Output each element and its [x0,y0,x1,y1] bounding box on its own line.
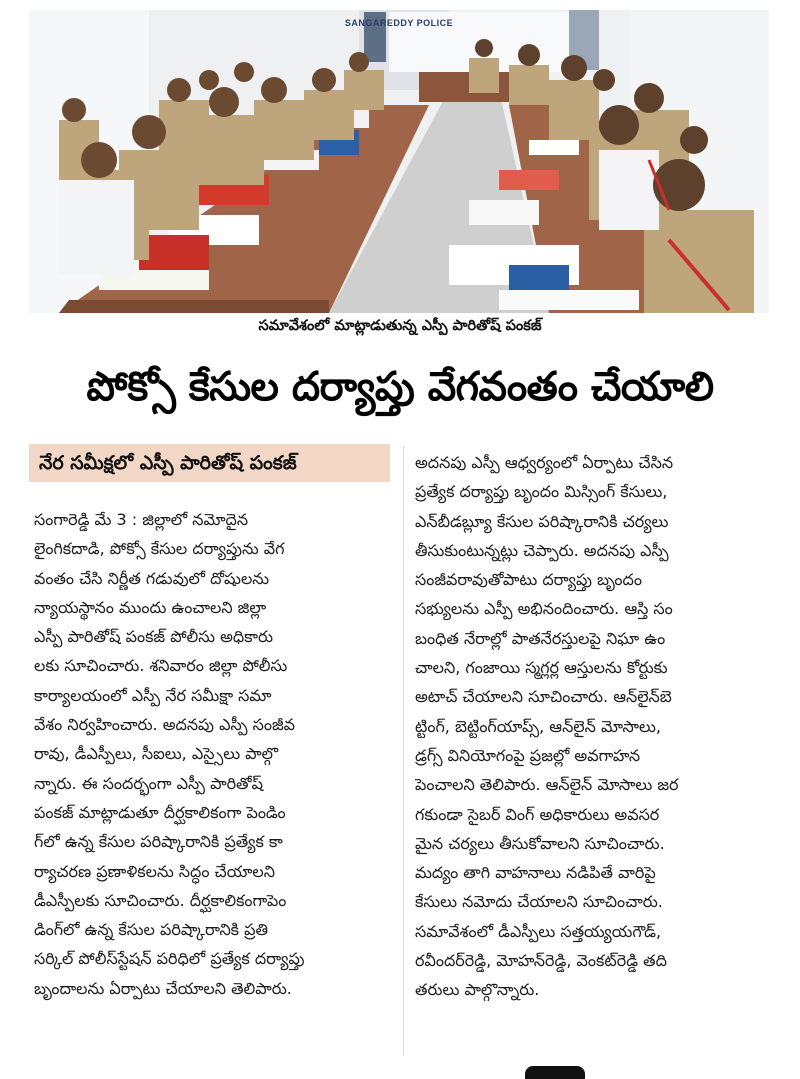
article-line: ఎస్పీ పారితోష్ పంకజ్ పోలీసు అధికారు [34,627,274,647]
article-left-column [34,505,392,1003]
article-line: కేసులు నమోదు చేయాలని సూచించారు. [415,892,663,912]
article-right-column [415,448,771,1005]
article-line: పెంచాలని తెలిపారు. ఆన్‌లైన్ మోసాలు జర [415,775,679,795]
article-line: సంగారెడ్డి మే 3 : జిల్లాలో నమోదైన [34,510,249,529]
article-line: బృందాలను ఏర్పాటు చేయాలని తెలిపారు. [34,978,292,998]
article-line: గ్‌లో ఉన్న కేసుల పరిష్కారానికి ప్రత్యేక కా [34,832,283,852]
article-line: మైన చర్యలు తీసుకోవాలని సూచించారు. [415,833,665,853]
article-line: లకు సూచించారు. శనివారం జిల్లా పోలీసు [34,656,288,676]
article-line: న్నారు. ఈ సందర్భంగా ఎస్పీ పారితోష్ [34,773,264,793]
column-divider [403,446,404,1056]
page-edge-mark [525,1066,585,1079]
article-line: న్యాయస్థానం ముందు ఉంచాలని జిల్లా [34,597,267,617]
article-line: ర్యాచరణ ప్రణాళికలను సిద్ధం చేయాలని [34,861,275,881]
article-line: కార్యాలయంలో ఎస్పీ నేర సమీక్షా సమా [34,685,272,705]
article-line: తరులు పాల్గొన్నారు. [415,980,540,1000]
article-line: చాలని, గంజాయి స్మగ్లర్ల ఆస్తులను కోర్టుకు [415,658,668,678]
article-line: ఎన్‌బీడబ్ల్యూ కేసుల పరిష్కారానికి చర్యలు [415,511,669,531]
headline: పోక్సో కేసుల దర్యాప్తు వేగవంతం చేయాలి [86,364,714,410]
article-line: సమావేశంలో డీఎస్పీలు సత్తయ్యయగౌడ్, [415,921,662,941]
article-line: డీఎస్పీలకు సూచించారు. దీర్ఘకాలికంగాపెం [34,890,287,910]
article-line: ప్రత్యేక దర్యాప్తు బృందం మిస్సింగ్ కేసులు, [415,482,668,502]
article-line: డ్రగ్స్ వినియోగంపై ప్రజల్లో అవగాహన [415,745,641,765]
article-line: సర్కిల్ పోలీస్‌స్టేషన్ పరిధిలో ప్రత్యేక దర్యాప్తు [34,949,305,969]
article-line: డింగ్‌లో ఉన్న కేసుల పరిష్కారానికి ప్రతి [34,920,269,940]
subheadline: నేర సమీక్షలో ఎస్పీ పారితోష్ పంకజ్ [29,444,390,482]
article-line: రావు, డీఎస్పీలు, సీఐలు, ఎస్సైలు పాల్గొ [34,744,279,764]
article-line: తీసుకుంటున్నట్లు చెప్పారు. అదనపు ఎస్పీ [415,540,669,560]
article-line: రవీందర్‌రెడ్డి, మోహన్‌రెడ్డి, వెంకట్‌రెడ్డి తది [415,951,667,971]
article-line: ట్టింగ్, బెట్టింగ్‌యాప్స్, ఆన్‌లైన్ మోసాలు, [415,716,662,736]
meeting-photo-illustration [29,10,769,313]
meeting-photo [29,10,769,313]
article-line: వంతం చేసి నిర్ణీత గడువులో దోషులను [34,568,270,588]
article-line: సభ్యులను ఎస్పీ అభినందించారు. ఆస్తి సం [415,599,673,619]
article-line: లైంగికదాడి, పోక్సో కేసుల దర్యాప్తును వేగ [34,539,285,559]
article-line: బంధిత నేరాల్లో పాతనేరస్తులపై నిఘా ఉం [415,628,666,648]
article-line: మద్యం తాగి వాహనాలు నడిపితే వారిపై [415,863,656,883]
article-line: గకుండా సైబర్ వింగ్ అధికారులు అవసర [415,804,660,824]
photo-banner-text: SANGAREDDY POLICE [344,18,454,28]
article-line: అదనపు ఎస్పీ ఆధ్వర్యంలో ఏర్పాటు చేసిన [415,453,674,472]
article-line: సంజీవరావుతోపాటు దర్యాప్తు బృందం [415,570,642,590]
article-line: పంకజ్ మాట్లాడుతూ దీర్ఘకాలికంగా పెండిం [34,802,286,822]
article-line: అటాచ్ చేయాలని సూచించారు. ఆన్‌లైన్‌బె [415,687,672,707]
photo-caption: సమావేశంలో మాట్లాడుతున్న ఎస్పీ పారితోష్ పంకజ్ [258,318,542,334]
article-line: వేశం నిర్వహించారు. అదనపు ఎస్పీ సంజీవ [34,715,296,735]
